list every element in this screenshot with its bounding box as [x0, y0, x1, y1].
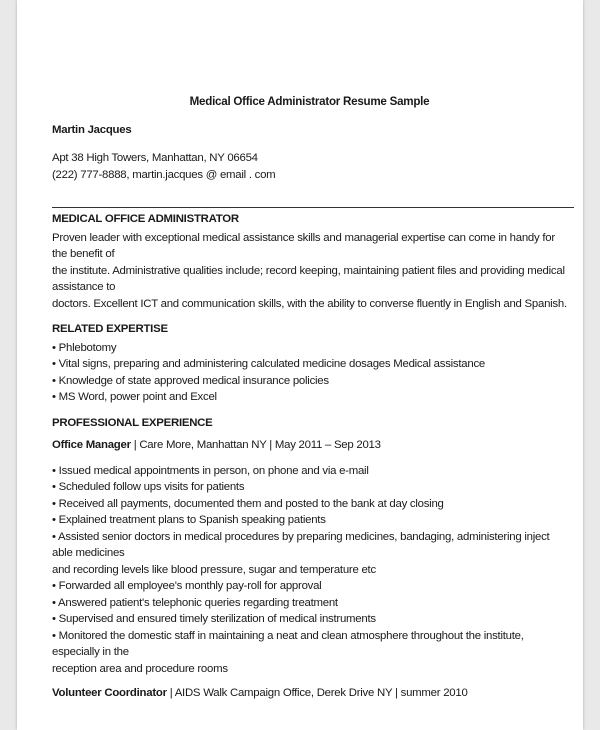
contact-phone-email: (222) 777-8888, martin.jacques @ email . com	[52, 168, 276, 181]
contact-address: Apt 38 High Towers, Manhattan, NY 06654	[52, 152, 258, 164]
document-title: Medical Office Administrator Resume Sample	[189, 95, 430, 108]
job-duty: reception area and procedure rooms	[52, 662, 228, 675]
job-duty: • Explained treatment plans to Spanish speaking patients	[52, 514, 326, 526]
job-title-line	[52, 685, 567, 702]
candidate-name: Martin Jacques	[52, 123, 132, 136]
objective-line: doctors. Excellent ICT and communication skills, with the ability to converse fluently in English and Spanish.	[52, 297, 567, 310]
objective-line: the institute. Administrative qualities include; record keeping, maintaining patient files and providing medical assistance to	[52, 264, 565, 293]
expertise-list	[52, 340, 567, 406]
job-details: | AIDS Walk Campaign Office, Derek Drive NY | summer 2010	[166, 687, 468, 699]
job-duty: • Monitored the domestic staff in maintaining a neat and clean atmosphere throughout the institute, especially in the	[52, 629, 524, 658]
job-duties-list	[52, 463, 567, 678]
job-details: | Care More, Manhattan NY | May 2011 – Sep 2013	[130, 439, 381, 451]
resume-content	[52, 94, 567, 711]
job-title-line	[52, 437, 567, 454]
job-role: Office Manager	[52, 439, 131, 451]
expertise-item: • Phlebotomy	[52, 341, 117, 354]
job-duty: • Answered patient's telephonic queries regarding treatment	[52, 596, 338, 609]
job-duty: • Issued medical appointments in person, on phone and via e-mail	[52, 464, 369, 477]
job-duty: • Received all payments, documented them and posted to the bank at day closing	[52, 497, 444, 510]
expertise-item: • MS Word, power point and Excel	[52, 391, 217, 403]
resume-page	[17, 0, 583, 730]
objective-heading: MEDICAL OFFICE ADMINISTRATOR	[52, 213, 239, 225]
job-duty: and recording levels like blood pressure, sugar and temperature etc	[52, 563, 376, 576]
expertise-item: • Vital signs, preparing and administering calculated medicine dosages Medical assistance	[52, 358, 485, 370]
job-duty: • Supervised and ensured timely sterilization of medical instruments	[52, 613, 376, 625]
job-duty: • Assisted senior doctors in medical procedures by preparing medicines, bandaging, administering inject able medicines	[52, 530, 550, 559]
expertise-heading: RELATED EXPERTISE	[52, 323, 168, 335]
section-divider	[52, 207, 574, 208]
job-duty: • Scheduled follow ups visits for patients	[52, 481, 245, 493]
job-role: Volunteer Coordinator	[52, 687, 167, 699]
expertise-item: • Knowledge of state approved medical insurance policies	[52, 374, 329, 387]
experience-heading: PROFESSIONAL EXPERIENCE	[52, 416, 213, 429]
objective-line: Proven leader with exceptional medical assistance skills and managerial expertise can come in handy for the benefit of	[52, 231, 555, 260]
job-duty: • Forwarded all employee's monthly pay-roll for approval	[52, 580, 322, 592]
